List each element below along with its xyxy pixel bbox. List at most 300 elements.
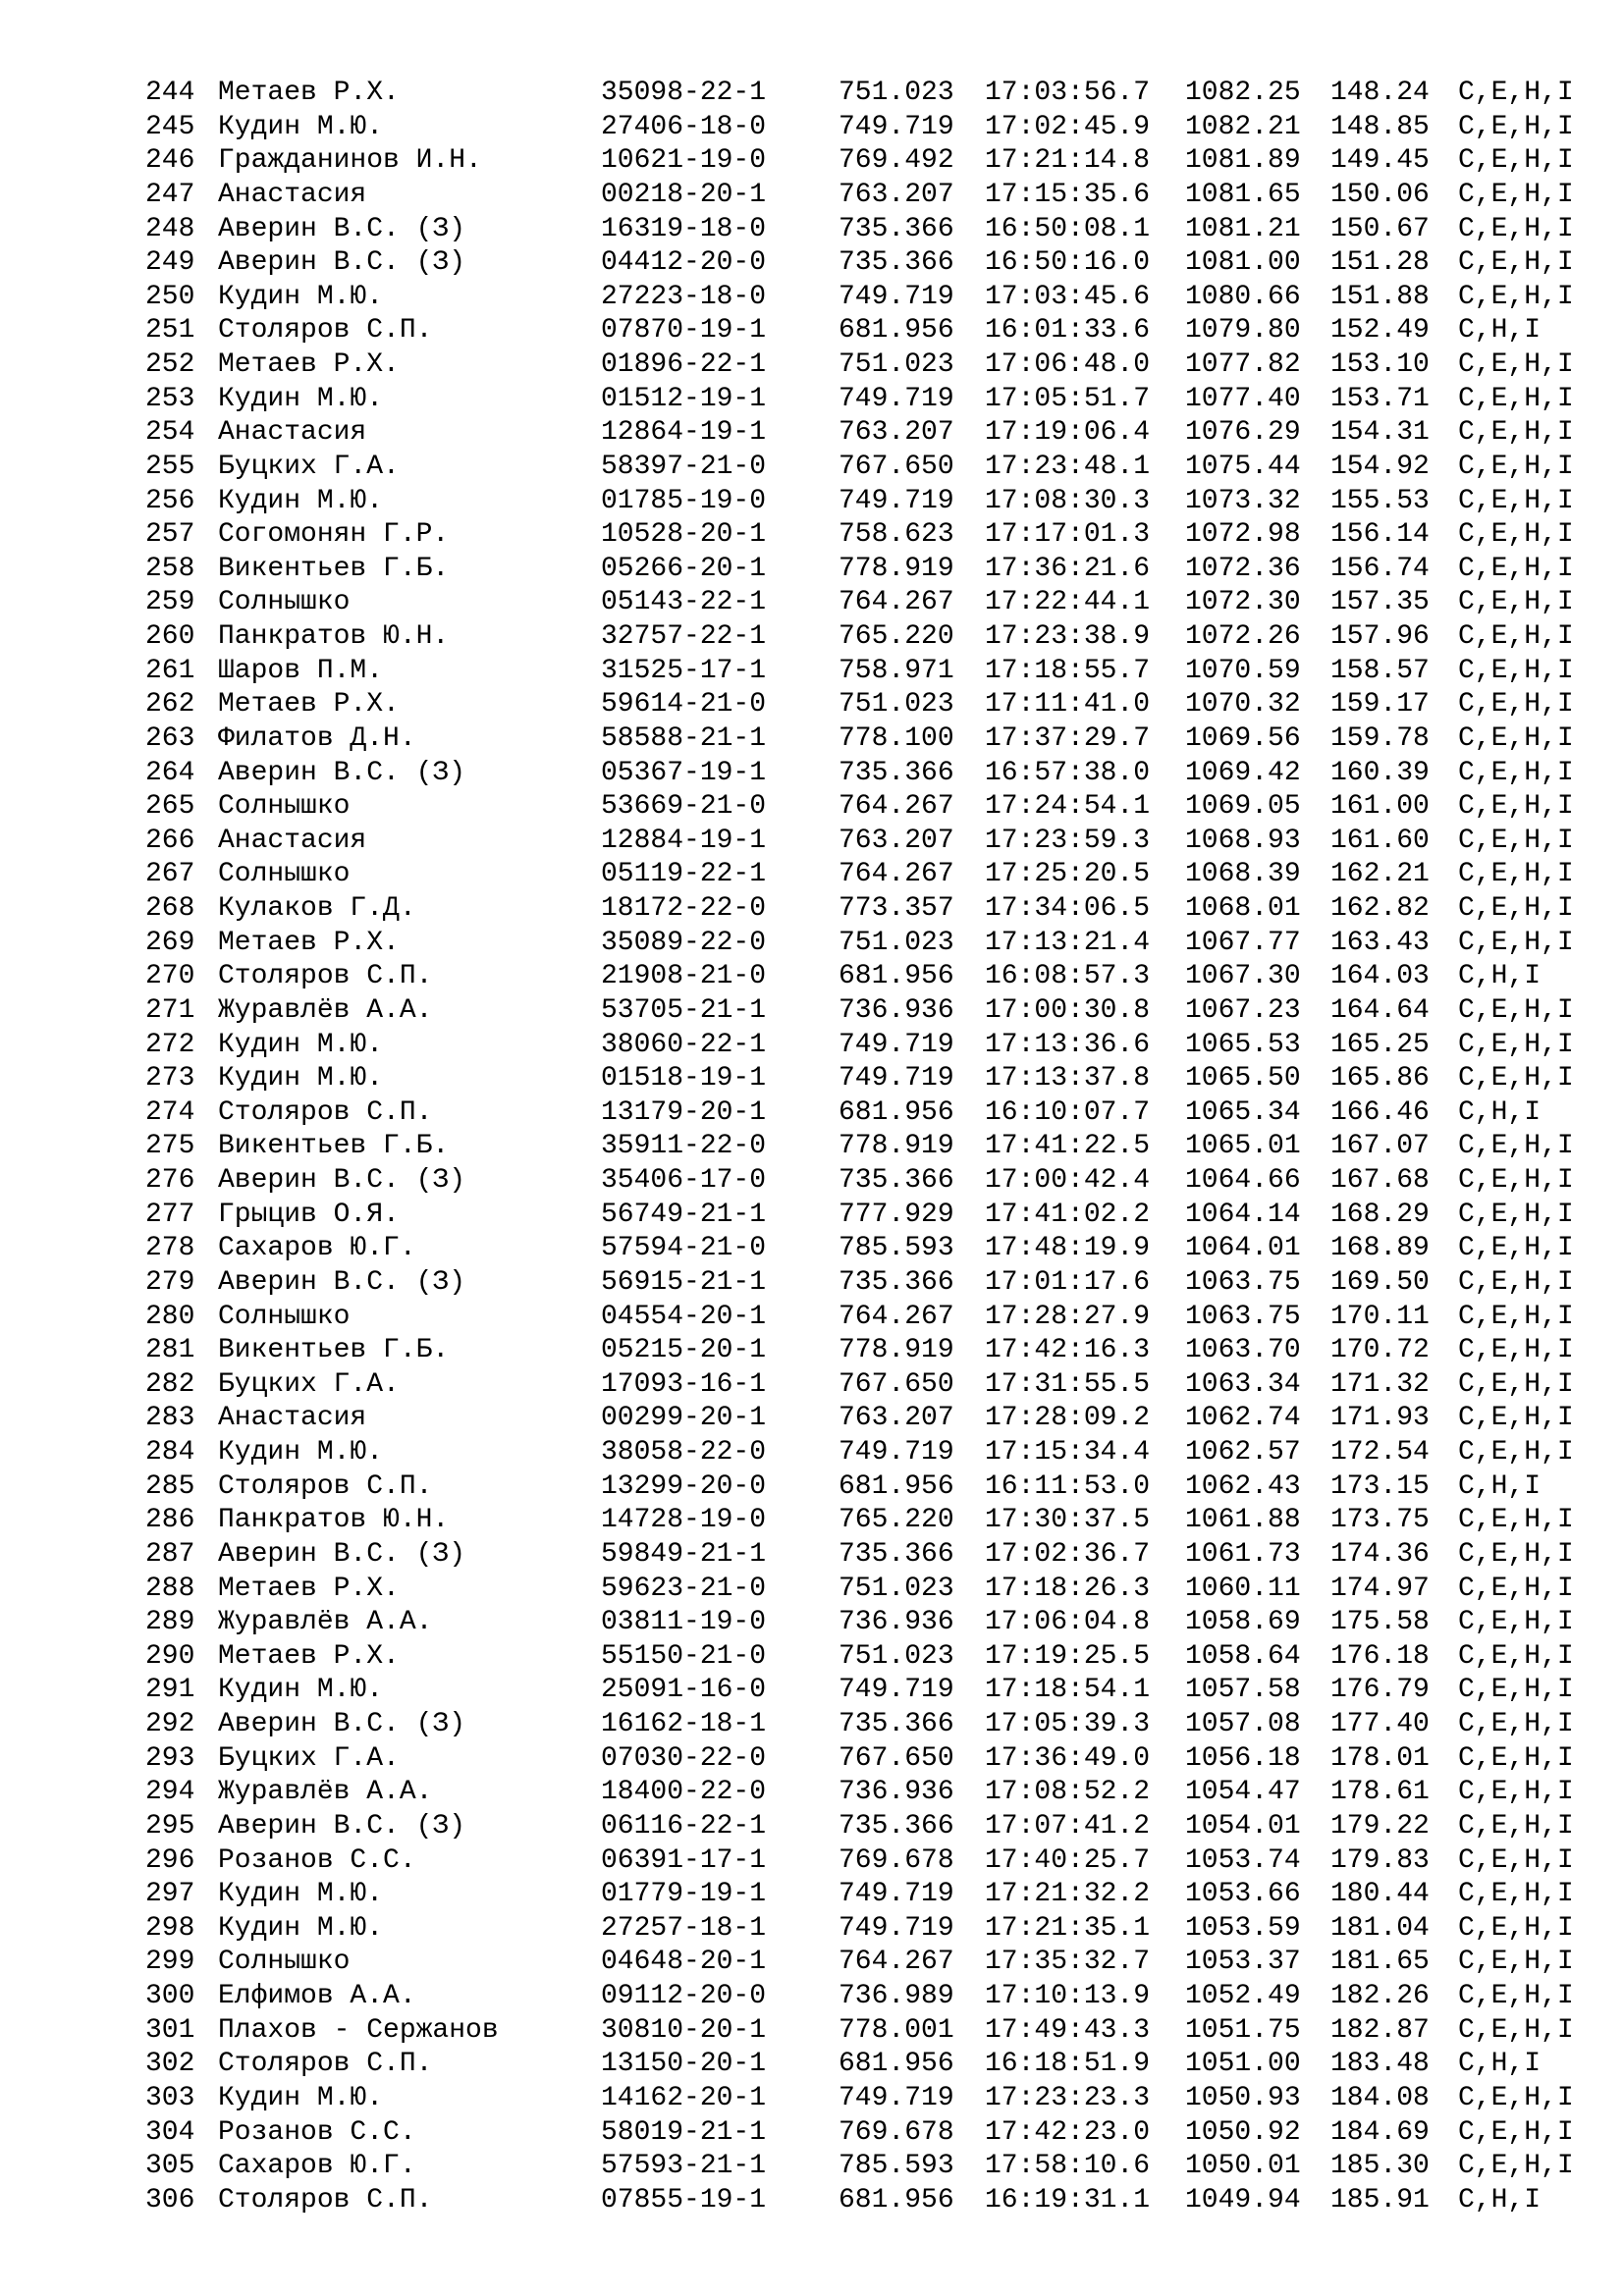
row-name: Сахаров Ю.Г. bbox=[218, 2151, 416, 2182]
row-speed: 1060.11 bbox=[1185, 1573, 1301, 1604]
row-flags: C,E,H,I bbox=[1458, 451, 1574, 482]
row-speed: 1056.18 bbox=[1185, 1742, 1301, 1774]
row-ring-number: 35406-17-0 bbox=[601, 1165, 767, 1196]
row-name: Шаров П.М. bbox=[218, 655, 384, 686]
row-place: 268 bbox=[145, 893, 195, 924]
row-ring-number: 16162-18-1 bbox=[601, 1709, 767, 1739]
row-arrival-time: 17:21:35.1 bbox=[985, 1912, 1151, 1944]
row-distance: 735.366 bbox=[839, 757, 954, 788]
row-speed: 1072.26 bbox=[1185, 621, 1301, 652]
row-flags: C,E,H,I bbox=[1458, 825, 1574, 856]
row-place: 273 bbox=[145, 1063, 195, 1095]
row-place: 300 bbox=[145, 1981, 195, 2011]
row-distance: 736.989 bbox=[839, 1981, 954, 2011]
row-points: 182.87 bbox=[1330, 2014, 1430, 2046]
row-ring-number: 18172-22-0 bbox=[601, 893, 767, 924]
row-ring-number: 05215-20-1 bbox=[601, 1335, 767, 1366]
row-name: Метаев Р.Х. bbox=[218, 689, 400, 721]
row-flags: C,E,H,I bbox=[1458, 722, 1574, 754]
table-row bbox=[0, 179, 1624, 213]
row-flags: C,E,H,I bbox=[1458, 1505, 1574, 1536]
row-flags: C,E,H,I bbox=[1458, 417, 1574, 449]
table-row bbox=[0, 1708, 1624, 1742]
row-flags: C,E,H,I bbox=[1458, 2116, 1574, 2148]
row-place: 247 bbox=[145, 179, 195, 210]
row-name: Аверин В.С. (З) bbox=[218, 247, 466, 279]
row-place: 306 bbox=[145, 2184, 195, 2216]
row-ring-number: 53705-21-1 bbox=[601, 994, 767, 1026]
row-flags: C,E,H,I bbox=[1458, 213, 1574, 244]
row-points: 164.03 bbox=[1330, 961, 1430, 992]
row-arrival-time: 17:06:48.0 bbox=[985, 349, 1151, 380]
row-ring-number: 13150-20-1 bbox=[601, 2049, 767, 2080]
row-ring-number: 10528-20-1 bbox=[601, 519, 767, 551]
row-distance: 773.357 bbox=[839, 893, 954, 924]
row-distance: 764.267 bbox=[839, 1947, 954, 1978]
row-place: 267 bbox=[145, 859, 195, 890]
table-row bbox=[0, 2116, 1624, 2151]
row-arrival-time: 17:18:54.1 bbox=[985, 1675, 1151, 1706]
results-list bbox=[0, 77, 1624, 2217]
table-row bbox=[0, 314, 1624, 348]
row-speed: 1076.29 bbox=[1185, 417, 1301, 449]
row-flags: C,E,H,I bbox=[1458, 1233, 1574, 1264]
row-ring-number: 05266-20-1 bbox=[601, 553, 767, 584]
row-distance: 736.936 bbox=[839, 994, 954, 1026]
row-name: Метаев Р.Х. bbox=[218, 1640, 400, 1672]
row-arrival-time: 16:50:08.1 bbox=[985, 213, 1151, 244]
row-points: 159.17 bbox=[1330, 689, 1430, 721]
row-ring-number: 21908-21-0 bbox=[601, 961, 767, 992]
row-speed: 1065.50 bbox=[1185, 1063, 1301, 1095]
row-ring-number: 58397-21-0 bbox=[601, 451, 767, 482]
row-ring-number: 16319-18-0 bbox=[601, 213, 767, 244]
row-points: 168.89 bbox=[1330, 1233, 1430, 1264]
row-speed: 1064.01 bbox=[1185, 1233, 1301, 1264]
row-flags: C,E,H,I bbox=[1458, 859, 1574, 890]
row-arrival-time: 17:00:42.4 bbox=[985, 1165, 1151, 1196]
row-arrival-time: 17:13:37.8 bbox=[985, 1063, 1151, 1095]
table-row bbox=[0, 144, 1624, 179]
row-flags: C,E,H,I bbox=[1458, 111, 1574, 142]
row-points: 165.25 bbox=[1330, 1029, 1430, 1060]
table-row bbox=[0, 927, 1624, 961]
row-speed: 1062.57 bbox=[1185, 1437, 1301, 1468]
row-place: 286 bbox=[145, 1505, 195, 1536]
row-place: 302 bbox=[145, 2049, 195, 2080]
row-points: 172.54 bbox=[1330, 1437, 1430, 1468]
row-distance: 735.366 bbox=[839, 1810, 954, 1842]
row-name: Буцких Г.А. bbox=[218, 451, 400, 482]
row-speed: 1065.01 bbox=[1185, 1131, 1301, 1162]
row-place: 271 bbox=[145, 994, 195, 1026]
row-arrival-time: 17:36:49.0 bbox=[985, 1742, 1151, 1774]
row-place: 269 bbox=[145, 927, 195, 958]
row-points: 170.72 bbox=[1330, 1335, 1430, 1366]
row-arrival-time: 17:37:29.7 bbox=[985, 722, 1151, 754]
row-points: 148.24 bbox=[1330, 78, 1430, 108]
row-place: 266 bbox=[145, 825, 195, 856]
row-place: 258 bbox=[145, 553, 195, 584]
table-row bbox=[0, 1266, 1624, 1301]
row-distance: 749.719 bbox=[839, 1675, 954, 1706]
row-distance: 749.719 bbox=[839, 383, 954, 414]
row-speed: 1054.01 bbox=[1185, 1810, 1301, 1842]
row-points: 155.53 bbox=[1330, 485, 1430, 516]
row-arrival-time: 17:19:06.4 bbox=[985, 417, 1151, 449]
row-speed: 1064.66 bbox=[1185, 1165, 1301, 1196]
row-place: 298 bbox=[145, 1912, 195, 1944]
row-name: Викентьев Г.Б. bbox=[218, 1335, 450, 1366]
table-row bbox=[0, 1878, 1624, 1912]
table-row bbox=[0, 1776, 1624, 1810]
row-place: 277 bbox=[145, 1199, 195, 1230]
row-points: 184.69 bbox=[1330, 2116, 1430, 2148]
row-points: 149.45 bbox=[1330, 145, 1430, 177]
table-row bbox=[0, 1470, 1624, 1505]
row-ring-number: 05143-22-1 bbox=[601, 587, 767, 618]
row-ring-number: 56749-21-1 bbox=[601, 1199, 767, 1230]
row-flags: C,E,H,I bbox=[1458, 1131, 1574, 1162]
row-place: 275 bbox=[145, 1131, 195, 1162]
row-flags: C,E,H,I bbox=[1458, 791, 1574, 823]
row-points: 174.97 bbox=[1330, 1573, 1430, 1604]
row-flags: C,E,H,I bbox=[1458, 1879, 1574, 1910]
row-speed: 1072.98 bbox=[1185, 519, 1301, 551]
row-flags: C,E,H,I bbox=[1458, 1947, 1574, 1978]
row-speed: 1062.43 bbox=[1185, 1470, 1301, 1502]
row-points: 157.96 bbox=[1330, 621, 1430, 652]
row-name: Кудин М.Ю. bbox=[218, 1029, 384, 1060]
row-name: Анастасия bbox=[218, 825, 367, 856]
table-row bbox=[0, 1301, 1624, 1335]
row-points: 167.07 bbox=[1330, 1131, 1430, 1162]
row-name: Сахаров Ю.Г. bbox=[218, 1233, 416, 1264]
row-ring-number: 35911-22-0 bbox=[601, 1131, 767, 1162]
row-speed: 1081.00 bbox=[1185, 247, 1301, 279]
row-ring-number: 07870-19-1 bbox=[601, 315, 767, 347]
row-name: Солнышко bbox=[218, 587, 351, 618]
row-flags: C,E,H,I bbox=[1458, 1742, 1574, 1774]
row-arrival-time: 17:42:23.0 bbox=[985, 2116, 1151, 2148]
row-arrival-time: 17:35:32.7 bbox=[985, 1947, 1151, 1978]
row-distance: 765.220 bbox=[839, 621, 954, 652]
row-points: 160.39 bbox=[1330, 757, 1430, 788]
row-arrival-time: 17:49:43.3 bbox=[985, 2014, 1151, 2046]
row-ring-number: 27223-18-0 bbox=[601, 281, 767, 312]
row-speed: 1082.21 bbox=[1185, 111, 1301, 142]
row-distance: 681.956 bbox=[839, 1096, 954, 1128]
row-place: 246 bbox=[145, 145, 195, 177]
row-name: Грыцив О.Я. bbox=[218, 1199, 400, 1230]
row-speed: 1068.39 bbox=[1185, 859, 1301, 890]
row-place: 295 bbox=[145, 1810, 195, 1842]
row-place: 244 bbox=[145, 78, 195, 108]
table-row bbox=[0, 2014, 1624, 2049]
row-ring-number: 06391-17-1 bbox=[601, 1844, 767, 1876]
row-speed: 1082.25 bbox=[1185, 78, 1301, 108]
table-row bbox=[0, 1062, 1624, 1096]
table-row bbox=[0, 960, 1624, 994]
row-arrival-time: 17:41:02.2 bbox=[985, 1199, 1151, 1230]
row-distance: 767.650 bbox=[839, 1742, 954, 1774]
row-speed: 1051.75 bbox=[1185, 2014, 1301, 2046]
table-row bbox=[0, 994, 1624, 1029]
row-flags: C,E,H,I bbox=[1458, 1709, 1574, 1739]
row-points: 175.58 bbox=[1330, 1607, 1430, 1638]
table-row bbox=[0, 1912, 1624, 1947]
row-ring-number: 35089-22-0 bbox=[601, 927, 767, 958]
row-points: 154.31 bbox=[1330, 417, 1430, 449]
row-speed: 1057.08 bbox=[1185, 1709, 1301, 1739]
row-flags: C,E,H,I bbox=[1458, 1777, 1574, 1808]
row-ring-number: 07855-19-1 bbox=[601, 2184, 767, 2216]
row-name: Анастасия bbox=[218, 1403, 367, 1434]
table-row bbox=[0, 246, 1624, 281]
row-ring-number: 12884-19-1 bbox=[601, 825, 767, 856]
row-name: Кудин М.Ю. bbox=[218, 1879, 384, 1910]
row-name: Аверин В.С. (З) bbox=[218, 213, 466, 244]
row-speed: 1079.80 bbox=[1185, 315, 1301, 347]
row-place: 262 bbox=[145, 689, 195, 721]
row-speed: 1067.77 bbox=[1185, 927, 1301, 958]
row-points: 176.79 bbox=[1330, 1675, 1430, 1706]
row-ring-number: 18400-22-0 bbox=[601, 1777, 767, 1808]
row-ring-number: 04412-20-0 bbox=[601, 247, 767, 279]
row-speed: 1054.47 bbox=[1185, 1777, 1301, 1808]
row-name: Кудин М.Ю. bbox=[218, 383, 384, 414]
row-points: 178.61 bbox=[1330, 1777, 1430, 1808]
row-flags: C,E,H,I bbox=[1458, 1640, 1574, 1672]
row-arrival-time: 17:11:41.0 bbox=[985, 689, 1151, 721]
row-place: 270 bbox=[145, 961, 195, 992]
row-points: 185.91 bbox=[1330, 2184, 1430, 2216]
row-arrival-time: 17:41:22.5 bbox=[985, 1131, 1151, 1162]
row-speed: 1065.34 bbox=[1185, 1096, 1301, 1128]
row-distance: 769.678 bbox=[839, 1844, 954, 1876]
row-flags: C,E,H,I bbox=[1458, 281, 1574, 312]
row-ring-number: 05119-22-1 bbox=[601, 859, 767, 890]
row-flags: C,E,H,I bbox=[1458, 1437, 1574, 1468]
table-row bbox=[0, 655, 1624, 689]
row-name: Аверин В.С. (З) bbox=[218, 1709, 466, 1739]
row-place: 255 bbox=[145, 451, 195, 482]
row-flags: C,E,H,I bbox=[1458, 1844, 1574, 1876]
row-flags: C,E,H,I bbox=[1458, 383, 1574, 414]
row-ring-number: 05367-19-1 bbox=[601, 757, 767, 788]
row-flags: C,H,I bbox=[1458, 315, 1542, 347]
row-arrival-time: 17:05:51.7 bbox=[985, 383, 1151, 414]
row-speed: 1080.66 bbox=[1185, 281, 1301, 312]
row-points: 174.36 bbox=[1330, 1538, 1430, 1570]
row-arrival-time: 16:57:38.0 bbox=[985, 757, 1151, 788]
table-row bbox=[0, 2082, 1624, 2116]
table-row bbox=[0, 1436, 1624, 1470]
row-points: 158.57 bbox=[1330, 655, 1430, 686]
row-name: Кудин М.Ю. bbox=[218, 111, 384, 142]
table-row bbox=[0, 1810, 1624, 1844]
row-points: 159.78 bbox=[1330, 722, 1430, 754]
row-flags: C,E,H,I bbox=[1458, 1981, 1574, 2011]
row-flags: C,H,I bbox=[1458, 961, 1542, 992]
row-distance: 749.719 bbox=[839, 1063, 954, 1095]
row-distance: 681.956 bbox=[839, 315, 954, 347]
row-flags: C,E,H,I bbox=[1458, 2151, 1574, 2182]
row-name: Солнышко bbox=[218, 859, 351, 890]
row-place: 291 bbox=[145, 1675, 195, 1706]
row-points: 166.46 bbox=[1330, 1096, 1430, 1128]
row-ring-number: 00299-20-1 bbox=[601, 1403, 767, 1434]
row-distance: 735.366 bbox=[839, 213, 954, 244]
row-place: 278 bbox=[145, 1233, 195, 1264]
row-flags: C,E,H,I bbox=[1458, 689, 1574, 721]
row-place: 272 bbox=[145, 1029, 195, 1060]
row-name: Викентьев Г.Б. bbox=[218, 553, 450, 584]
row-distance: 749.719 bbox=[839, 1437, 954, 1468]
row-distance: 751.023 bbox=[839, 927, 954, 958]
row-points: 157.35 bbox=[1330, 587, 1430, 618]
row-speed: 1050.92 bbox=[1185, 2116, 1301, 2148]
table-row bbox=[0, 892, 1624, 927]
row-arrival-time: 16:08:57.3 bbox=[985, 961, 1151, 992]
row-distance: 778.919 bbox=[839, 1335, 954, 1366]
row-arrival-time: 17:01:17.6 bbox=[985, 1266, 1151, 1298]
row-place: 249 bbox=[145, 247, 195, 279]
row-name: Аверин В.С. (З) bbox=[218, 757, 466, 788]
row-arrival-time: 17:13:36.6 bbox=[985, 1029, 1151, 1060]
row-arrival-time: 17:19:25.5 bbox=[985, 1640, 1151, 1672]
row-arrival-time: 16:19:31.1 bbox=[985, 2184, 1151, 2216]
row-name: Плахов - Сержанов bbox=[218, 2014, 499, 2046]
row-place: 287 bbox=[145, 1538, 195, 1570]
table-row bbox=[0, 1096, 1624, 1131]
row-arrival-time: 17:08:30.3 bbox=[985, 485, 1151, 516]
row-arrival-time: 17:36:21.6 bbox=[985, 553, 1151, 584]
table-row bbox=[0, 281, 1624, 315]
row-speed: 1053.59 bbox=[1185, 1912, 1301, 1944]
row-ring-number: 14162-20-1 bbox=[601, 2082, 767, 2113]
row-speed: 1069.42 bbox=[1185, 757, 1301, 788]
row-flags: C,E,H,I bbox=[1458, 1810, 1574, 1842]
row-points: 151.88 bbox=[1330, 281, 1430, 312]
row-name: Столяров С.П. bbox=[218, 315, 433, 347]
table-row bbox=[0, 1946, 1624, 1980]
row-place: 296 bbox=[145, 1844, 195, 1876]
row-name: Столяров С.П. bbox=[218, 2184, 433, 2216]
row-name: Кудин М.Ю. bbox=[218, 1063, 384, 1095]
row-place: 261 bbox=[145, 655, 195, 686]
table-row bbox=[0, 2150, 1624, 2184]
row-points: 181.04 bbox=[1330, 1912, 1430, 1944]
row-flags: C,E,H,I bbox=[1458, 893, 1574, 924]
row-name: Филатов Д.Н. bbox=[218, 722, 416, 754]
row-arrival-time: 17:23:48.1 bbox=[985, 451, 1151, 482]
table-row bbox=[0, 111, 1624, 145]
row-speed: 1057.58 bbox=[1185, 1675, 1301, 1706]
row-speed: 1053.74 bbox=[1185, 1844, 1301, 1876]
row-ring-number: 06116-22-1 bbox=[601, 1810, 767, 1842]
row-distance: 763.207 bbox=[839, 825, 954, 856]
row-name: Кудин М.Ю. bbox=[218, 1675, 384, 1706]
row-name: Панкратов Ю.Н. bbox=[218, 621, 450, 652]
row-ring-number: 55150-21-0 bbox=[601, 1640, 767, 1672]
row-arrival-time: 16:10:07.7 bbox=[985, 1096, 1151, 1128]
table-row bbox=[0, 518, 1624, 553]
row-place: 305 bbox=[145, 2151, 195, 2182]
row-flags: C,E,H,I bbox=[1458, 1912, 1574, 1944]
row-distance: 769.492 bbox=[839, 145, 954, 177]
row-flags: C,E,H,I bbox=[1458, 247, 1574, 279]
row-ring-number: 59614-21-0 bbox=[601, 689, 767, 721]
row-arrival-time: 17:06:04.8 bbox=[985, 1607, 1151, 1638]
row-distance: 764.267 bbox=[839, 791, 954, 823]
row-speed: 1049.94 bbox=[1185, 2184, 1301, 2216]
row-distance: 749.719 bbox=[839, 1879, 954, 1910]
row-place: 259 bbox=[145, 587, 195, 618]
row-distance: 749.719 bbox=[839, 1912, 954, 1944]
row-ring-number: 25091-16-0 bbox=[601, 1675, 767, 1706]
row-distance: 778.100 bbox=[839, 722, 954, 754]
row-arrival-time: 17:08:52.2 bbox=[985, 1777, 1151, 1808]
row-arrival-time: 17:05:39.3 bbox=[985, 1709, 1151, 1739]
row-name: Аверин В.С. (З) bbox=[218, 1538, 466, 1570]
row-name: Панкратов Ю.Н. bbox=[218, 1505, 450, 1536]
table-row bbox=[0, 348, 1624, 383]
row-distance: 777.929 bbox=[839, 1199, 954, 1230]
row-distance: 749.719 bbox=[839, 485, 954, 516]
row-speed: 1068.93 bbox=[1185, 825, 1301, 856]
row-distance: 763.207 bbox=[839, 1403, 954, 1434]
row-points: 153.10 bbox=[1330, 349, 1430, 380]
row-speed: 1050.93 bbox=[1185, 2082, 1301, 2113]
row-points: 170.11 bbox=[1330, 1301, 1430, 1332]
table-row bbox=[0, 1402, 1624, 1436]
row-speed: 1070.32 bbox=[1185, 689, 1301, 721]
row-name: Столяров С.П. bbox=[218, 2049, 433, 2080]
row-ring-number: 04648-20-1 bbox=[601, 1947, 767, 1978]
row-distance: 763.207 bbox=[839, 417, 954, 449]
row-distance: 767.650 bbox=[839, 451, 954, 482]
row-flags: C,E,H,I bbox=[1458, 757, 1574, 788]
row-speed: 1058.64 bbox=[1185, 1640, 1301, 1672]
row-name: Анастасия bbox=[218, 417, 367, 449]
row-arrival-time: 17:34:06.5 bbox=[985, 893, 1151, 924]
row-points: 181.65 bbox=[1330, 1947, 1430, 1978]
row-flags: C,E,H,I bbox=[1458, 1301, 1574, 1332]
row-distance: 751.023 bbox=[839, 1640, 954, 1672]
row-points: 153.71 bbox=[1330, 383, 1430, 414]
row-place: 288 bbox=[145, 1573, 195, 1604]
row-name: Солнышко bbox=[218, 1947, 351, 1978]
row-ring-number: 01512-19-1 bbox=[601, 383, 767, 414]
row-name: Кудин М.Ю. bbox=[218, 281, 384, 312]
row-name: Буцких Г.А. bbox=[218, 1742, 400, 1774]
row-points: 156.74 bbox=[1330, 553, 1430, 584]
table-row bbox=[0, 2048, 1624, 2082]
table-row bbox=[0, 620, 1624, 655]
row-ring-number: 56915-21-1 bbox=[601, 1266, 767, 1298]
row-place: 264 bbox=[145, 757, 195, 788]
row-arrival-time: 17:15:35.6 bbox=[985, 179, 1151, 210]
row-flags: C,E,H,I bbox=[1458, 994, 1574, 1026]
row-ring-number: 38058-22-0 bbox=[601, 1437, 767, 1468]
row-points: 154.92 bbox=[1330, 451, 1430, 482]
row-ring-number: 58019-21-1 bbox=[601, 2116, 767, 2148]
row-speed: 1081.89 bbox=[1185, 145, 1301, 177]
row-name: Кудин М.Ю. bbox=[218, 2082, 384, 2113]
row-name: Метаев Р.Х. bbox=[218, 1573, 400, 1604]
row-place: 297 bbox=[145, 1879, 195, 1910]
